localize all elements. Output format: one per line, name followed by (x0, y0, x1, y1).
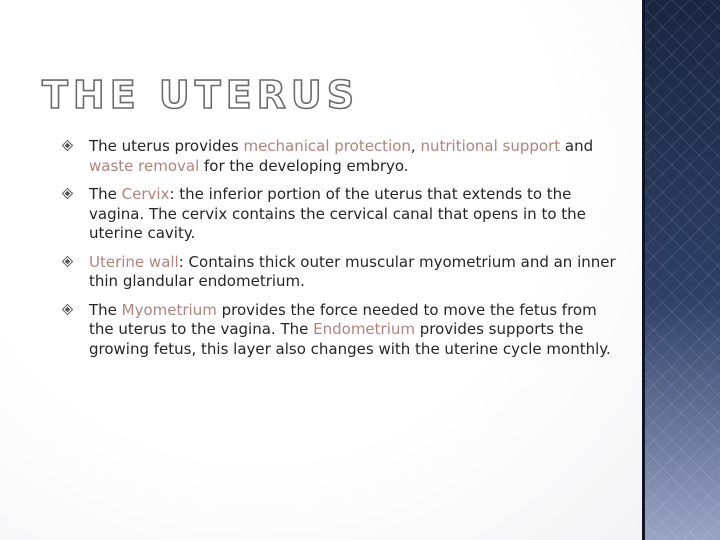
bullet-text: : Contains thick outer muscular myometrium and an inner thin glandular endometrium. (89, 252, 616, 290)
diamond-bullet-icon (62, 188, 73, 199)
bullet-item (62, 301, 622, 360)
decorative-sidebar (642, 0, 720, 540)
highlight-term: mechanical protection (243, 137, 411, 155)
slide-title (40, 73, 360, 117)
sidebar-diamond-pattern (642, 0, 720, 540)
bullet-text: The (89, 185, 122, 203)
bullet-text: The (89, 300, 122, 319)
bullet-text: , (410, 137, 421, 155)
bullet-item (62, 185, 622, 244)
bullet-text: The uterus provides (89, 137, 244, 155)
highlight-term: Uterine wall (89, 252, 179, 271)
bullet-list (62, 137, 622, 368)
slide-title-text: THE UTERUS (42, 73, 360, 117)
highlight-term: Cervix (121, 185, 170, 203)
diamond-bullet-icon (62, 140, 73, 151)
bullet-text: provides the force needed to move the fetus from the uterus to the vagina. The (89, 300, 597, 338)
sidebar-edge (642, 0, 645, 540)
bullet-text: for the developing embryo. (199, 156, 409, 175)
bullet-text: : the inferior portion of the uterus that extends to the vagina. The cervix contains the cervical canal that opens in to the uterine cavity. (89, 185, 586, 242)
highlight-term: nutritional support (420, 137, 561, 155)
highlight-term: Endometrium (313, 320, 415, 338)
bullet-item (62, 253, 622, 292)
diamond-bullet-icon (62, 256, 73, 267)
bullet-text: provides supports the growing fetus, this layer also changes with the uterine cycle monthly. (89, 320, 611, 358)
bullet-item (62, 137, 622, 176)
diamond-bullet-icon (62, 304, 73, 315)
bullet-text: and (560, 137, 594, 155)
highlight-term: Myometrium (121, 300, 217, 319)
highlight-term: waste removal (89, 156, 200, 175)
